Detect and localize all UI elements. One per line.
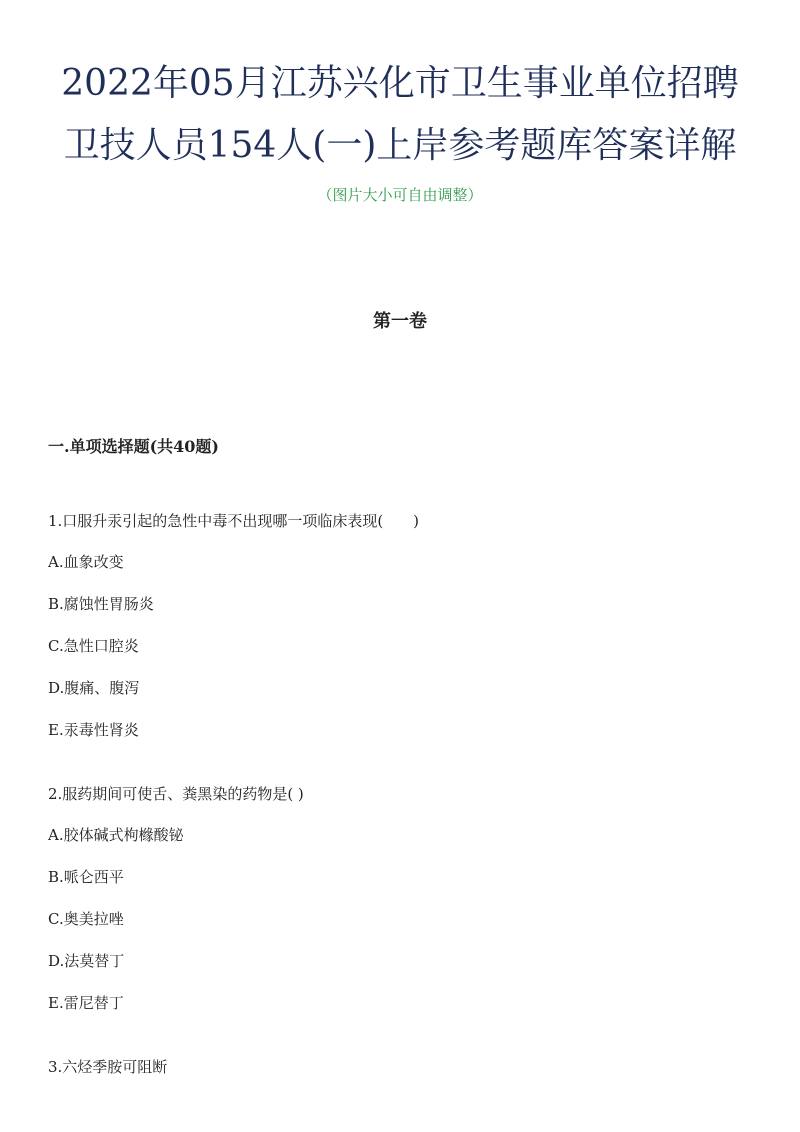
question-1-option-e: E.汞毒性肾炎 — [48, 721, 139, 739]
question-2-option-e: E.雷尼替丁 — [48, 994, 124, 1012]
question-2-option-b: B.哌仑西平 — [48, 868, 124, 886]
question-1-option-d: D.腹痛、腹泻 — [48, 679, 140, 697]
section-heading: 一.单项选择题(共40题) — [48, 437, 219, 456]
document-title-line-2: 卫技人员154人(一)上岸参考题库答案详解 — [63, 125, 737, 166]
question-2-option-d: D.法莫替丁 — [48, 952, 125, 970]
question-1-option-b: B.腐蚀性胃肠炎 — [48, 595, 154, 613]
document-title-line-1: 2022年05月江苏兴化市卫生事业单位招聘 — [61, 63, 739, 104]
question-3-stem: 3.六烃季胺可阻断 — [48, 1058, 168, 1076]
question-1-option-a: A.血象改变 — [48, 553, 124, 571]
question-1-option-c: C.急性口腔炎 — [48, 637, 139, 655]
question-2-option-a: A.胶体碱式枸橼酸铋 — [48, 826, 184, 844]
question-2-option-c: C.奥美拉唑 — [48, 910, 124, 928]
question-2-stem: 2.服药期间可使舌、粪黑染的药物是( ) — [48, 785, 304, 803]
document-subtitle: （图片大小可自由调整） — [317, 186, 483, 204]
volume-heading: 第一卷 — [373, 311, 427, 332]
question-1-stem: 1.口服升汞引起的急性中毒不出现哪一项临床表现( ) — [48, 512, 420, 530]
